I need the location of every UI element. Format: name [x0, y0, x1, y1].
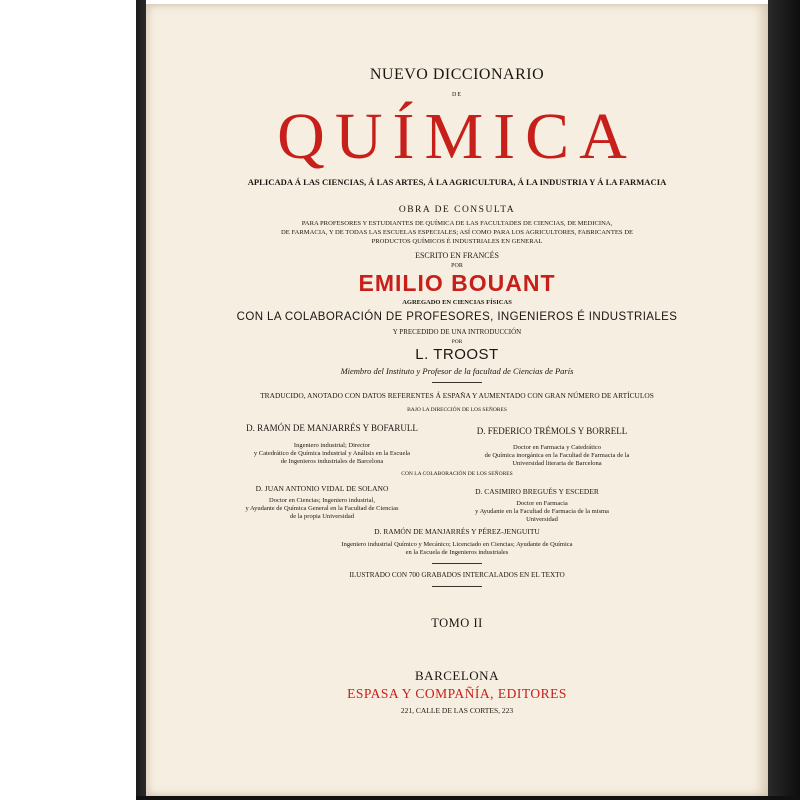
collab-right-line-3: Universidad	[526, 516, 558, 523]
preceded-line: Y PRECEDIDO DE UNA INTRODUCCIÓN	[392, 328, 522, 336]
imprint-publisher: ESPASA Y COMPAÑÍA, EDITORES	[347, 686, 567, 701]
author-name: EMILIO BOUANT	[358, 270, 556, 296]
direction-heading: BAJO LA DIRECCIÓN DE LOS SEÑORES	[407, 407, 507, 413]
director-left-name: D. RAMÓN DE MANJARRÉS Y BOFARULL	[246, 423, 418, 433]
director-left-line-3: de Ingenieros industriales de Barcelona	[280, 458, 384, 465]
description-line-2: DE FARMACIA, Y DE TODAS LAS ESCUELAS ESPECIALES; ASÍ COMO PARA LOS AGRICULTORES, FABRICANTES DE	[281, 229, 633, 236]
divider-3	[432, 586, 482, 587]
subtitle-aplicada: APLICADA Á LAS CIENCIAS, Á LAS ARTES, Á LA AGRICULTURA, Á LA INDUSTRIA Y Á LA FARMACIA	[247, 177, 667, 187]
book-edge-shadow-bottom	[136, 796, 800, 800]
divider-1	[432, 382, 482, 383]
book-edge-shadow-right	[768, 0, 800, 800]
collab-third-line-2: en la Escuela de Ingenieros industriales	[405, 549, 509, 556]
main-title-quimica: QUÍMICA	[277, 100, 637, 173]
director-right-name: D. FEDERICO TRÉMOLS Y BORRELL	[476, 426, 628, 436]
collab-left-name: D. JUAN ANTONIO VIDAL DE SOLANO	[255, 484, 389, 493]
heading-de: DE	[452, 92, 462, 98]
obra-de-consulta: OBRA DE CONSULTA	[398, 205, 516, 215]
description-line-1: PARA PROFESORES Y ESTUDIANTES DE QUÍMICA DE LAS FACULTADES DE CIENCIAS, DE MEDICINA,	[301, 220, 613, 227]
collab-left-line-2: y Ayudante de Química General en la Facultad de Ciencias	[245, 505, 399, 512]
title-page	[146, 4, 768, 796]
por-1: POR	[451, 263, 463, 269]
director-left-line-1: Ingeniero industrial; Director	[293, 442, 371, 449]
director-left-line-2: y Catedrático de Química industrial y Análisis en la Escuela	[253, 450, 411, 457]
collab-third-line-1: Ingeniero industrial Químico y Mecánico; Licenciado en Ciencias; Ayudante de Química	[341, 541, 573, 548]
por-2: POR	[451, 339, 463, 345]
imprint-address: 221, CALLE DE LAS CORTES, 223	[400, 706, 514, 715]
volume-label: TOMO II	[431, 616, 483, 630]
intro-author-role: Miembro del Instituto y Profesor de la facultad de Ciencias de París	[340, 366, 574, 376]
collab-right-line-1: Doctor en Farmacia	[516, 500, 568, 507]
author-role: AGREGADO EN CIENCIAS FÍSICAS	[402, 299, 512, 306]
imprint-city: BARCELONA	[415, 668, 499, 683]
illustrated-line: ILUSTRADO CON 700 GRABADOS INTERCALADOS EN EL TEXTO	[349, 571, 565, 579]
collab-right-name: D. CASIMIRO BREGUÉS Y ESCEDER	[475, 487, 599, 496]
collab-heading: CON LA COLABORACIÓN DE LOS SEÑORES	[401, 471, 513, 477]
collab-right-line-2: y Ayudante en la Facultad de Farmacia de la misma	[475, 508, 609, 515]
collab-third-name: D. RAMÓN DE MANJARRÉS Y PÉREZ-JENGUITU	[374, 527, 540, 536]
collab-left-line-3: de la propia Universidad	[289, 513, 355, 520]
collab-left-line-1: Doctor en Ciencias; Ingeniero industrial,	[269, 497, 375, 504]
book-spine-shadow-left	[136, 0, 146, 800]
director-right-line-2: de Química inorgánica en la Facultad de Farmacia de la	[484, 452, 630, 459]
translation-line: TRADUCIDO, ANOTADO CON DATOS REFERENTES Á ESPAÑA Y AUMENTADO CON GRAN NÚMERO DE ARTÍCULOS	[260, 391, 654, 400]
intro-author-name: L. TROOST	[415, 346, 499, 363]
collaboration-line: CON LA COLABORACIÓN DE PROFESORES, INGENIEROS É INDUSTRIALES	[236, 311, 678, 323]
director-right-line-1: Doctor en Farmacia y Catedrático	[512, 444, 602, 451]
director-right-line-3: Universidad literaria de Barcelona	[512, 460, 602, 467]
divider-2	[432, 563, 482, 564]
escrito-en-frances: ESCRITO EN FRANCÉS	[415, 251, 499, 260]
description-line-3: PRODUCTOS QUÍMICOS É INDUSTRIALES EN GENERAL	[371, 238, 543, 245]
heading-nuevo-diccionario: NUEVO DICCIONARIO	[369, 66, 545, 83]
